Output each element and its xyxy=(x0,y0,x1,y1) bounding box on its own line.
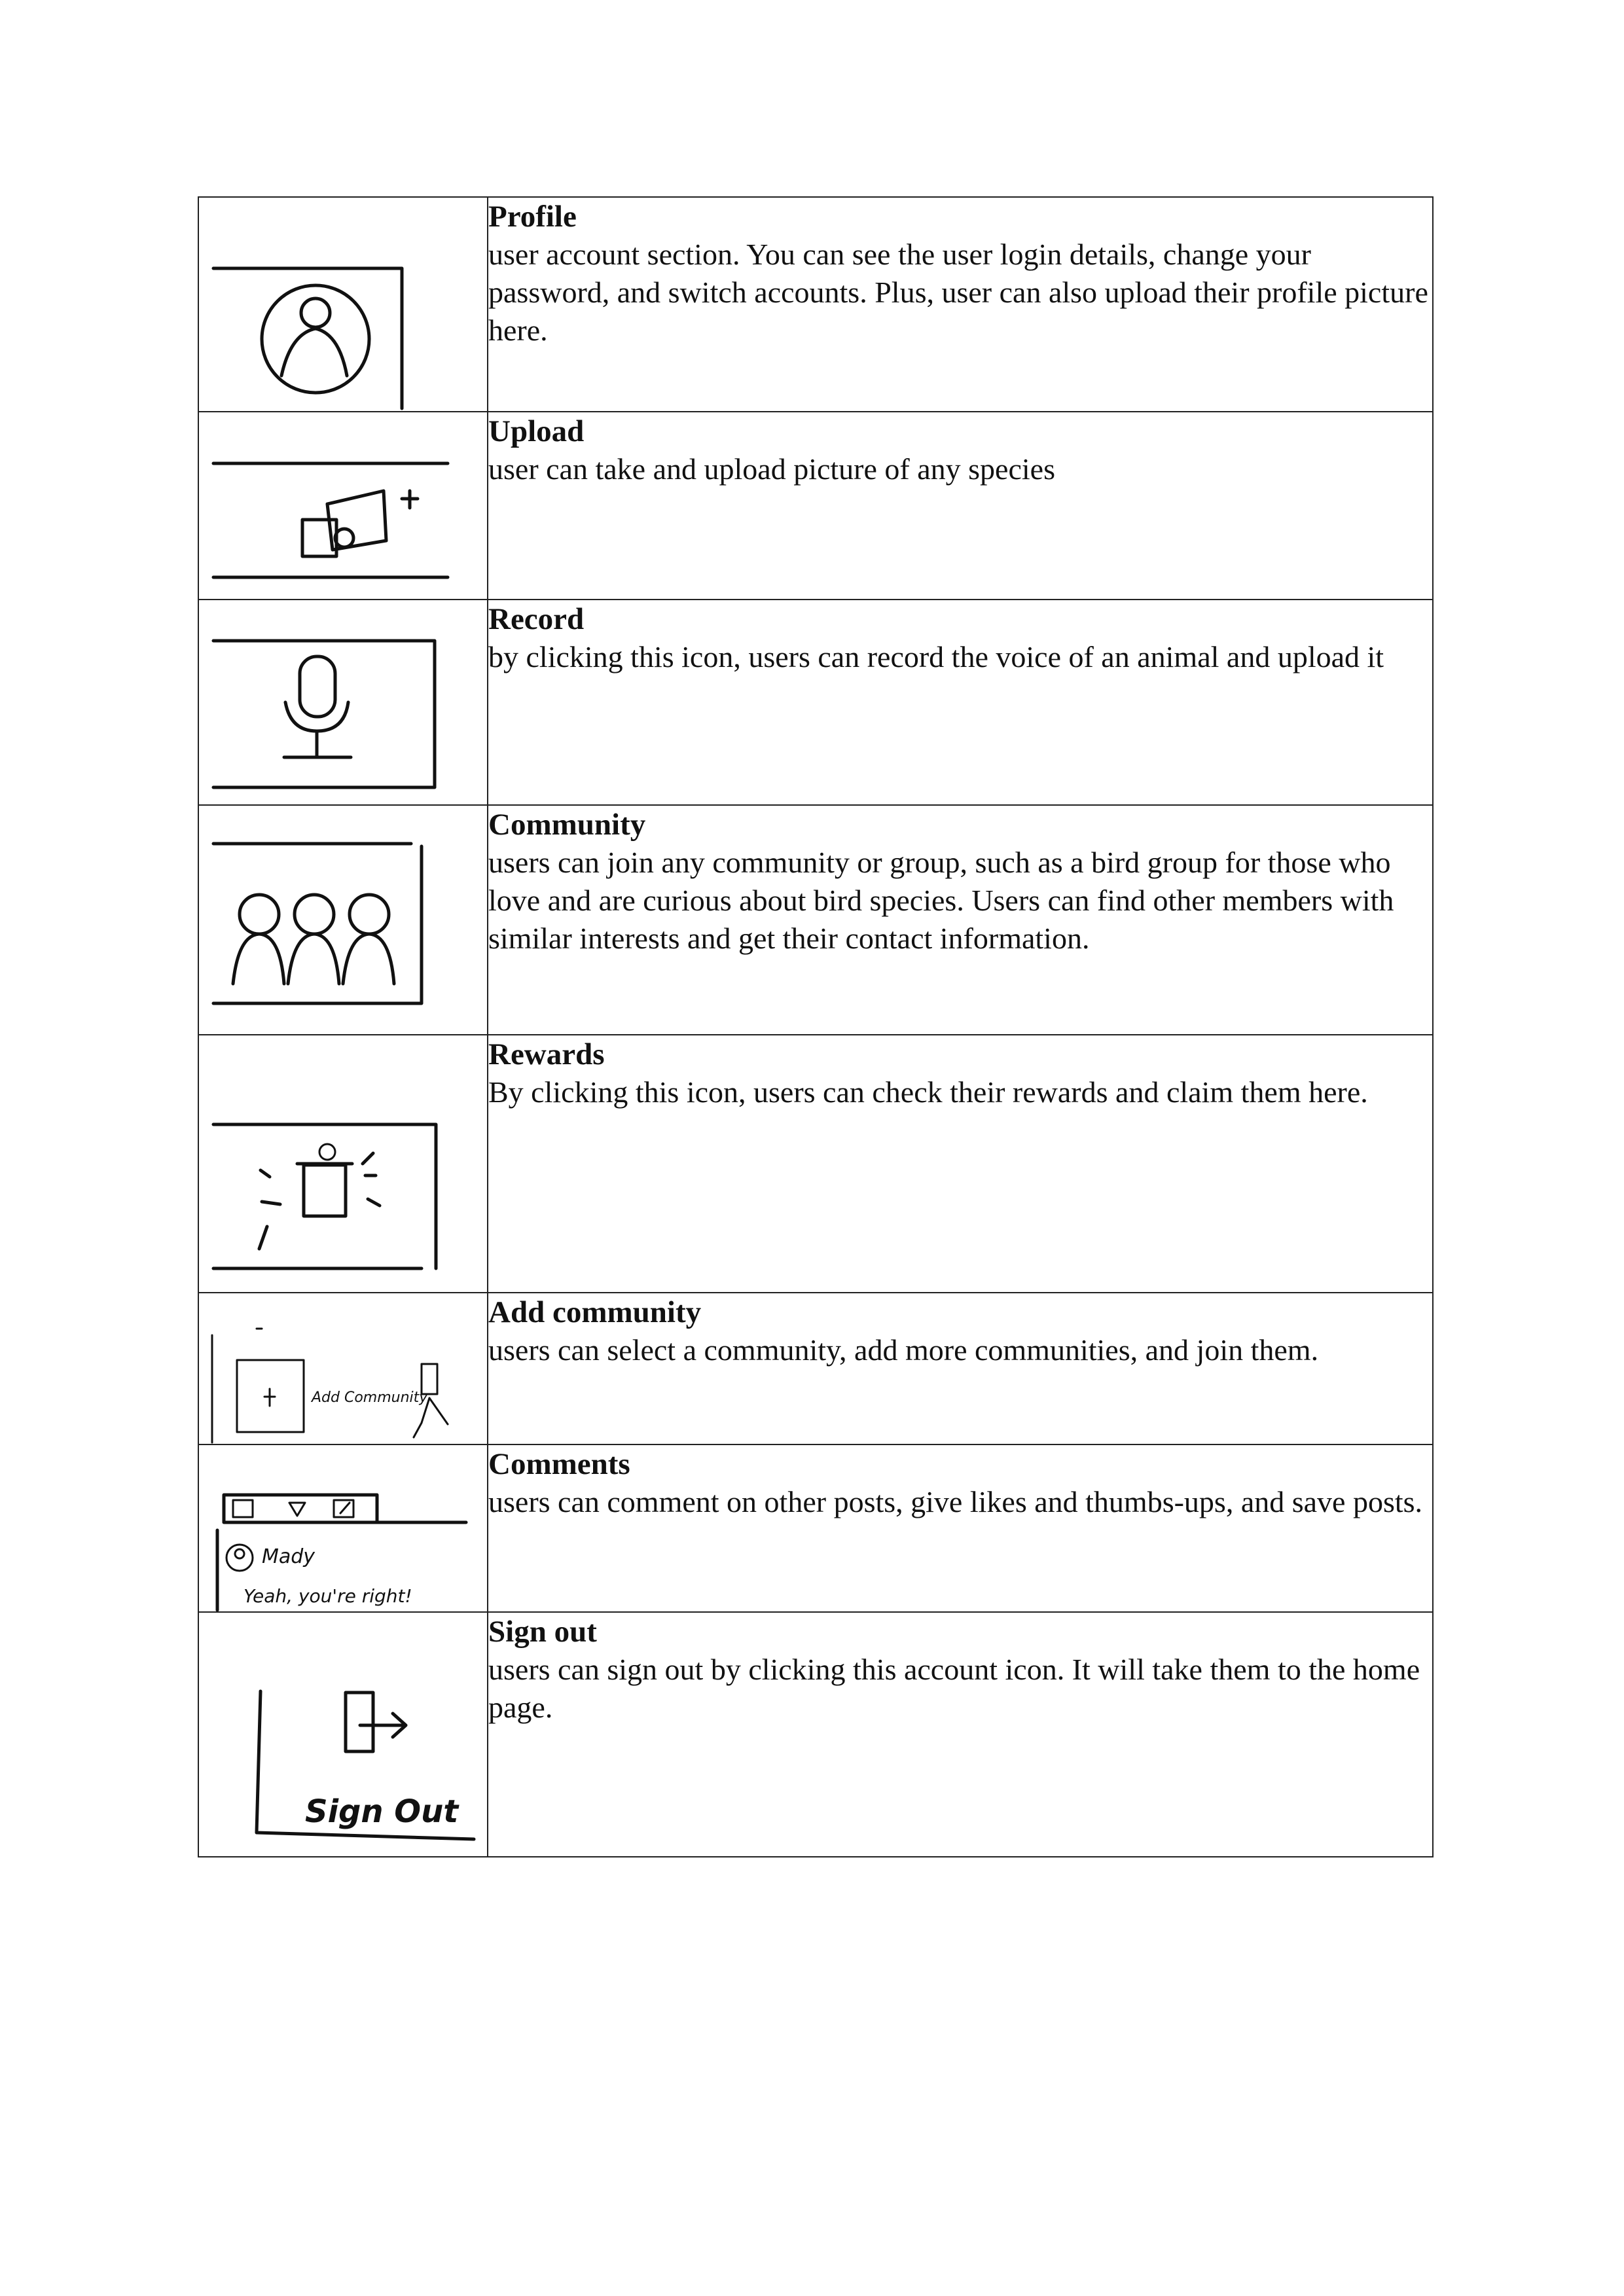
row-title: Rewards xyxy=(488,1037,605,1071)
row-text: by clicking this icon, users can record the voice of an animal and upload it xyxy=(488,640,1384,673)
upload-icon xyxy=(199,412,487,599)
row-text: user can take and upload picture of any species xyxy=(488,452,1055,486)
row-text: By clicking this icon, users can check their rewards and claim them here. xyxy=(488,1075,1368,1109)
description-cell xyxy=(488,1293,1433,1444)
row-title: Profile xyxy=(488,200,577,234)
profile-icon xyxy=(199,198,487,411)
row-title: Add community xyxy=(488,1295,702,1329)
row-text: users can join any community or group, such as a bird group for those who love and are curious about bird species. Users can find other members with similar interests and get their contact information. xyxy=(488,846,1394,955)
description-cell xyxy=(488,1444,1433,1612)
row-title: Record xyxy=(488,602,585,636)
microphone-icon xyxy=(199,600,487,804)
row-title: Sign out xyxy=(488,1615,597,1649)
sketch-cell xyxy=(198,197,488,412)
sign-out-icon xyxy=(199,1613,487,1856)
sign-out-label: Sign Out xyxy=(305,1793,459,1830)
row-title: Upload xyxy=(488,414,585,448)
table-row xyxy=(198,600,1433,805)
sketch-cell xyxy=(198,805,488,1035)
description-cell xyxy=(488,1035,1433,1293)
community-icon xyxy=(199,806,487,1034)
row-title: Comments xyxy=(488,1447,630,1481)
table-row xyxy=(198,197,1433,412)
comments-icon xyxy=(199,1445,487,1611)
row-text: user account section. You can see the user login details, change your password, and switch accounts. Plus, user can also upload their profile picture here. xyxy=(488,238,1428,347)
sketch-cell xyxy=(198,1293,488,1444)
rewards-icon xyxy=(199,1035,487,1292)
row-text: users can comment on other posts, give likes and thumbs-ups, and save posts. xyxy=(488,1485,1423,1518)
sketch-cell xyxy=(198,1035,488,1293)
table-row xyxy=(198,1612,1433,1857)
table-row xyxy=(198,1444,1433,1612)
table-row xyxy=(198,1035,1433,1293)
description-cell xyxy=(488,197,1433,412)
description-cell xyxy=(488,600,1433,805)
row-title: Community xyxy=(488,808,646,842)
description-cell xyxy=(488,412,1433,600)
sketch-cell xyxy=(198,1612,488,1857)
add-community-label: Add Community xyxy=(312,1390,428,1406)
description-cell xyxy=(488,805,1433,1035)
features-table xyxy=(198,196,1434,1857)
sketch-cell xyxy=(198,1444,488,1612)
description-cell xyxy=(488,1612,1433,1857)
sketch-cell xyxy=(198,412,488,600)
sketch-cell xyxy=(198,600,488,805)
comment-username: Mady xyxy=(262,1545,316,1568)
row-text: users can sign out by clicking this account icon. It will take them to the home page. xyxy=(488,1653,1420,1724)
table-row xyxy=(198,805,1433,1035)
add-community-icon xyxy=(199,1293,487,1444)
table-row xyxy=(198,412,1433,600)
row-text: users can select a community, add more communities, and join them. xyxy=(488,1333,1319,1367)
table-row xyxy=(198,1293,1433,1444)
comment-text: Yeah, you're right! xyxy=(244,1585,412,1607)
